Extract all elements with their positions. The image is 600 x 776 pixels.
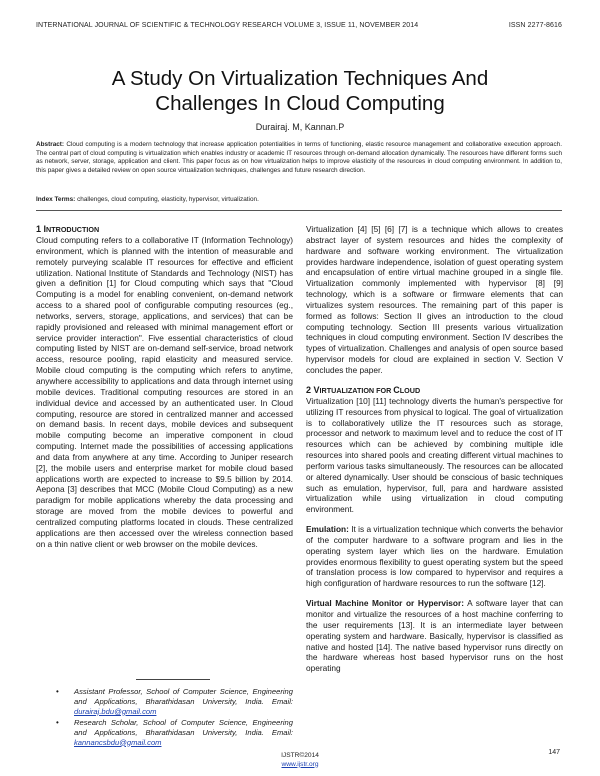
emulation-body: It is a virtualization technique which converts the behavior of the computer hardware to a software program and lies in the operating system layer which lies on the hardware. Emulation provides enormous flexibility to guest operating system but the speed of translation process is low compared to hypervisor and requires a high configuration of hardware resources to run the software [12]. (306, 524, 563, 589)
left-column (36, 224, 293, 549)
section-2-heading: 2 VIRTUALIZATION FOR CLOUD (306, 384, 421, 395)
journal-header: INTERNATIONAL JOURNAL OF SCIENTIFIC & TECHNOLOGY RESEARCH VOLUME 3, ISSUE 11, NOVEMBER 2014 (36, 22, 419, 29)
index-terms-label: Index Terms: (36, 196, 76, 203)
right-column (306, 224, 563, 674)
footer-copyright: IJSTR©2014 (281, 752, 319, 759)
hypervisor-term: Virtual Machine Monitor or Hypervisor: (306, 598, 464, 609)
title-line-1: A Study On Virtualization Techniques And (111, 67, 489, 90)
footnote-1-email-link[interactable]: durairaj.bdu@gmail.com (74, 706, 157, 716)
footer-site-link[interactable]: www.ijstr.org (281, 760, 319, 768)
index-terms (36, 196, 562, 205)
section-2-body: Virtualization [10] [11] technology diverts the human's perspective for utilizing IT resources from physical to logical. The goal of virtualization is to collaboratively utilize the IT resources such as storage, processor and network to maximum level and to reduce the cost of IT resources which can be achieved by combining multiple idle resources into shared pools and creating different virtual machines to perform various tasks simultaneously. The resources can be allocated or altered dynamically. User should be conscious of basic techniques such as emulation, hypervisor, full, para and hardware assisted virtualization while using virtualization in cloud computing environment. (306, 395, 563, 515)
emulation-paragraph (306, 524, 563, 589)
page-footer (0, 752, 600, 769)
footnote-2-email-link[interactable]: kannancsbdu@gmail.com (74, 737, 162, 747)
section-1-body: Cloud computing refers to a collaborative IT (Information Technology) environment, which is planned with the intention of measurable and remotely purveying scalable IT resources for effective and efficient utilization. National Institute of Standards and Technology (NIST) has given a definition [1] for Cloud computing which says that "Cloud Computing is a model for enabling convenient, on-demand network access to a shared pool of configurable computing resources (eg., networks, servers, storage, applications, and services) that can be rapidly provisioned and released with minimal management effort or service provider interaction". Five essential characteristics of cloud computing listed by NIST are on-demand self-service, broad network access, resource pooling, rapid elasticity and measured service. Mobile cloud computing is the computing which refers to anytime, anywhere accessibility to applications and data through internet using mobile devices. Traditional computing resources are stored in an individual device and accessed by an authenticated user. In Cloud computing, resource are stored in centralized manner and accessed on demand basis. In recent days, mobile devices and subsequent mobile computing become an imperative component in cloud computing. Internet made the possibilities of accessing applications and data from anywhere at any time. According to Juniper research [2], the mobile users and enterprise market for mobile cloud based applications worth are expected to increase to $9.5 billion by 2014. Aepona [3] describes that MCC (Mobile Cloud Computing) as a new paradigm for mobile applications whereby the data processing and storage are moved from the mobile devices to powerful and centralized computing platforms located in clouds. These centralized applications are then accessed over the wireless connection based on a thin native client or web browser on the mobile devices. (36, 235, 293, 549)
footnote-divider (136, 679, 210, 680)
header-divider (36, 210, 562, 211)
issn-header: ISSN 2277-8616 (508, 22, 562, 29)
emulation-term: Emulation: (306, 524, 349, 535)
footnote-1: • Assistant Professor, School of Computer Science, Engineering and Applications, Bharathidasan University, India. Email: durairaj.bdu@gmail.com (56, 687, 293, 717)
hypervisor-paragraph (306, 598, 563, 674)
abstract-label: Abstract: (36, 141, 65, 148)
section-1-heading: 1 INTRODUCTION (36, 224, 100, 234)
abstract-text: Cloud computing is a modern technology that increase application potentialities in terms of functioning, elastic resource management and collaborative execution approach. The central part of cloud computing is virtualization which enables industry or academic IT resources through on-demand allocation dynamically. The resources have different forms such as network, server, storage, application and client. This paper focus as on how virtualization helps to improve elasticity of the resources in cloud computing environment. In addition to, this paper gives a detailed review on open source virtualization techniques, challenges and future research direction. (36, 141, 562, 174)
index-terms-text: challenges, cloud computing, elasticity, hypervisor, virtualization. (77, 196, 259, 203)
virtualization-intro: Virtualization [4] [5] [6] [7] is a technique which allows to creates abstract layer of system resources and hides the complexity of hardware and software working environment. The virtualization provides hardware independence, isolation of guest operating system and encapsulation of entire virtual machine grouped in a single file. Virtualization commonly implemented with hypervisor [8] [9] technology, which is a software or firmware elements that can virtualizes system resources. The remaining part of this paper is formed as follows: Section II gives an introduction to the cloud computing technology. Section III presents various virtualization techniques in cloud computing environment. Section IV describes the types of virtualization. Challenges and analysis of open source based hypervisor models for cloud are explained in section V. Section V concludes the paper. (306, 224, 563, 375)
abstract (36, 141, 562, 175)
title-line-2: Challenges In Cloud Computing (155, 92, 445, 115)
hypervisor-body: A software layer that can monitor and virtualize the resources of a host machine conferring to the user requirements [13]. It is an intermediate layer between operating system and hardware. Basically, hypervisor is classified as native and hosted [14]. The native based hypervisor runs directly on the hardware whereas host based hypervisor runs on the host operating (306, 598, 564, 674)
footnote-2: • Research Scholar, School of Computer Science, Engineering and Applications, Bharathidasan University, India. Email: kannancsbdu@gmail.com (56, 718, 293, 748)
authors: Durairaj. M, Kannan.P (255, 122, 345, 132)
page-number: 147 (548, 749, 560, 756)
footnotes (56, 687, 293, 748)
paper-title (36, 66, 564, 116)
